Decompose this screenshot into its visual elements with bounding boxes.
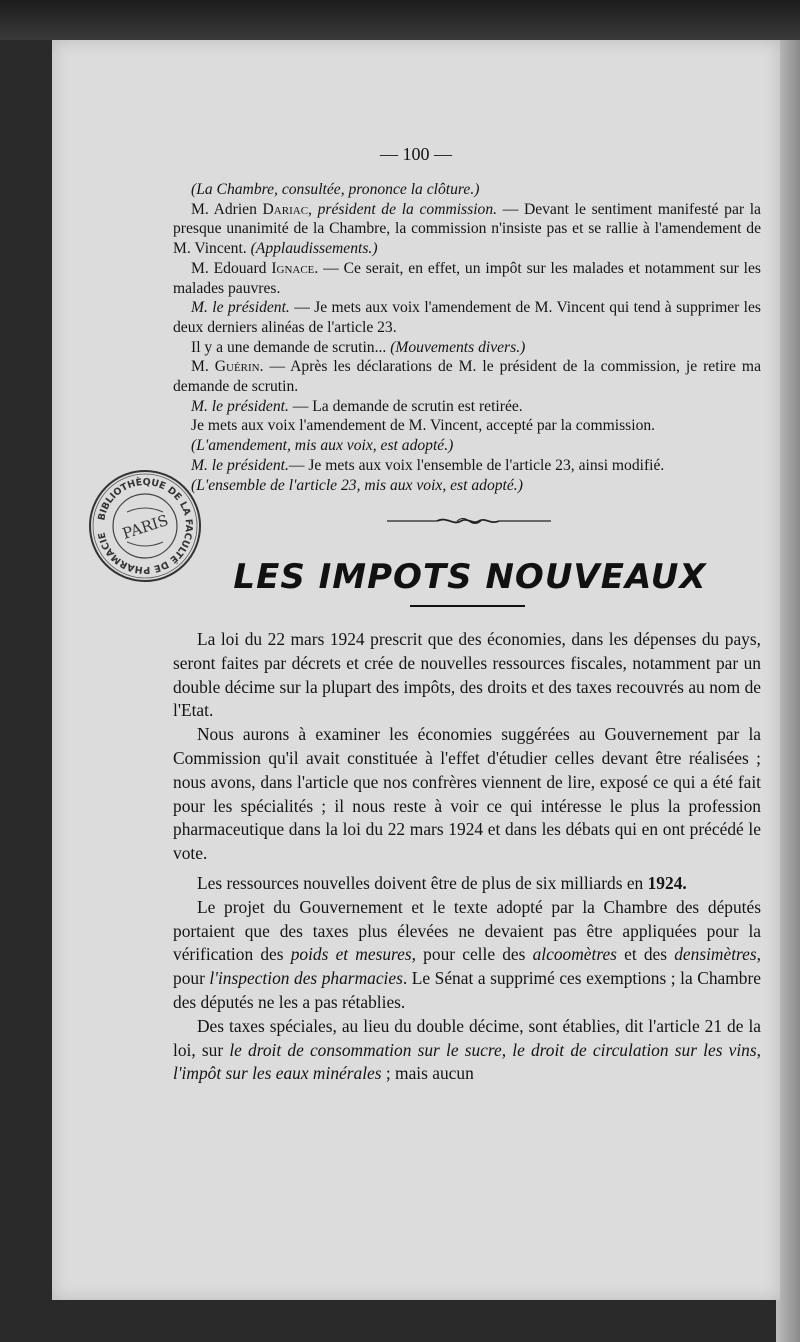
- ornament-divider: [387, 514, 551, 528]
- library-stamp: [87, 468, 203, 584]
- debate-line: (L'amendement, mis aux voix, est adopté.): [191, 437, 454, 455]
- debate-line: M. le président. — La demande de scrutin est retirée.: [191, 397, 523, 415]
- debate-line: Je mets aux voix l'amendement de M. Vincent, accepté par la commission.: [191, 417, 656, 435]
- article-body: [173, 628, 761, 1086]
- body-paragraph: La loi du 22 mars 1924 prescrit que des économies, dans les dépenses du pays, seront faites par décrets et crée de nouvelles ressources fiscales, notamment par un double décime sur la plupart des impôts, des droits et des taxes recouvrés au nom de l'Etat.: [173, 629, 761, 721]
- debate-line: M. Adrien Dariac, président de la commission. — Devant le sentiment manifesté par la presque unanimité de la Chambre, la commission n'insiste pas et se rallie à l'amendement de M. Vincent. (Applaudissements.): [173, 200, 761, 258]
- page-number: — 100 —: [380, 144, 452, 164]
- debate-line: M. le président. — Je mets aux voix l'amendement de M. Vincent qui tend à supprimer les deux derniers alinéas de l'article 23.: [173, 299, 762, 336]
- stamp-arc-text: BIBLIOTHÈQUE DE LA FACULTÉ DE PHARMACIE: [96, 476, 195, 576]
- document-page: [52, 40, 780, 1300]
- debate-line: M. le président.— Je mets aux voix l'ensemble de l'article 23, ainsi modifié.: [191, 456, 665, 474]
- heading-underline: [410, 605, 525, 607]
- debate-line: M. Edouard Ignace. — Ce serait, en effet, un impôt sur les malades et notamment sur les malades pauvres.: [173, 259, 762, 297]
- debate-line: (La Chambre, consultée, prononce la clôture.): [191, 181, 480, 198]
- debate-line: M. Guérin. — Après les déclarations de M. le président de la commission, je retire ma demande de scrutin.: [173, 358, 761, 396]
- body-paragraph: Nous aurons à examiner les économies suggérées au Gouvernement par la Commission qu'il avait constituée à l'effet d'étudier celles devant être réalisées ; nous avons, dans l'article que nos confrères viennent de lire, exposé ce qui a été fait pour les spécialités ; il nous reste à voir ce qui intéresse le plus la profession pharmaceutique dans la loi du 22 mars 1924 et dans les débats qui en ont précédé le vote.: [173, 724, 761, 864]
- debate-line: Il y a une demande de scrutin... (Mouvements divers.): [191, 338, 526, 356]
- section-heading: LES IMPOTS NOUVEAUX: [233, 557, 707, 597]
- body-paragraph: Le projet du Gouvernement et le texte adopté par la Chambre des députés portaient que des taxes plus élevées ne devaient pas être appliquées pour la vérification des poids et mesures, pour celle des alcoomètres et des densimètres, pour l'inspection des pharmacies. Le Sénat a supprimé ces exemptions ; la Chambre des députés ne les a pas rétablies.: [173, 896, 762, 1012]
- debate-line: (L'ensemble de l'article 23, mis aux voix, est adopté.): [191, 476, 523, 494]
- stamp-center-text: PARIS: [120, 511, 171, 543]
- body-paragraph: Les ressources nouvelles doivent être de plus de six milliards en 1924.: [197, 872, 687, 893]
- scan-background-top: [0, 0, 800, 40]
- body-paragraph: Des taxes spéciales, au lieu du double décime, sont établies, dit l'article 21 de la loi, sur le droit de consommation sur le sucre, le droit de circulation sur les vins, l'impôt sur les eaux minérales ; mais aucun: [173, 1015, 761, 1084]
- debate-transcript: [173, 180, 761, 495]
